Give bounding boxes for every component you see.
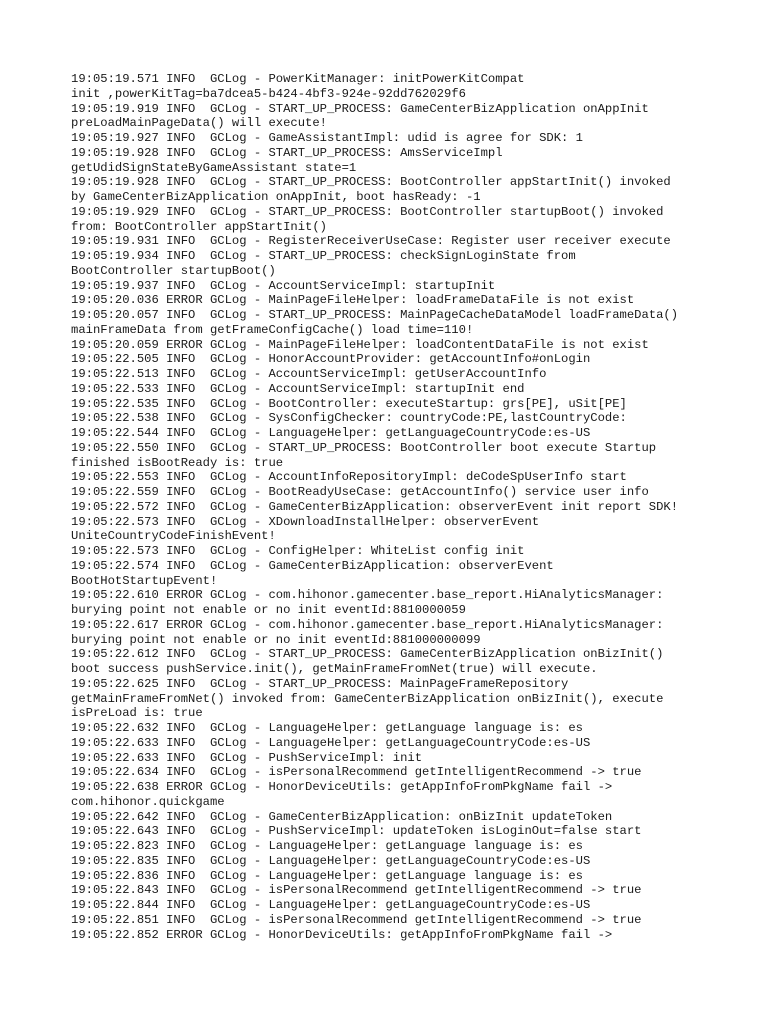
log-document (71, 72, 751, 942)
log-line: 19:05:22.643 INFO GCLog - PushServiceImpl: updateToken isLoginOut=false start (71, 824, 642, 839)
log-line: 19:05:19.931 INFO GCLog - RegisterReceiverUseCase: Register user receiver execute (71, 234, 671, 249)
log-line: 19:05:22.550 INFO GCLog - START_UP_PROCESS: BootController boot execute Startup (71, 440, 657, 455)
log-line: 19:05:19.928 INFO GCLog - START_UP_PROCESS: AmsServiceImpl (71, 145, 503, 160)
log-line: boot success pushService.init(), getMainFrameFromNet(true) will execute. (71, 662, 598, 676)
log-line: 19:05:22.823 INFO GCLog - LanguageHelper: getLanguage language is: es (71, 839, 583, 853)
log-line: mainFrameData from getFrameConfigCache() load time=110! (71, 322, 474, 337)
log-line: 19:05:22.844 INFO GCLog - LanguageHelper: getLanguageCountryCode:es-US (71, 898, 591, 912)
log-line: 19:05:22.535 INFO GCLog - BootController: executeStartup: grs[PE], uSit[PE] (71, 396, 627, 411)
log-line: 19:05:22.852 ERROR GCLog - HonorDeviceUtils: getAppInfoFromPkgName fail -> (71, 927, 613, 942)
log-line: 19:05:19.928 INFO GCLog - START_UP_PROCESS: BootController appStartInit() invoked (71, 175, 671, 190)
log-line: 19:05:19.927 INFO GCLog - GameAssistantImpl: udid is agree for SDK: 1 (71, 131, 583, 145)
log-line: 19:05:19.937 INFO GCLog - AccountServiceImpl: startupInit (71, 278, 496, 293)
log-line: burying point not enable or no init eventId:881000000099 (71, 632, 481, 647)
log-line: 19:05:19.934 INFO GCLog - START_UP_PROCESS: checkSignLoginState from (71, 249, 576, 263)
log-line: isPreLoad is: true (71, 706, 203, 721)
log-line: BootController startupBoot() (71, 263, 276, 278)
log-line: burying point not enable or no init eventId:8810000059 (71, 603, 466, 617)
log-line: com.hihonor.quickgame (71, 794, 225, 809)
log-line: finished isBootReady is: true (71, 455, 284, 470)
log-line: 19:05:22.612 INFO GCLog - START_UP_PROCESS: GameCenterBizApplication onBizInit() (71, 647, 664, 662)
log-line: 19:05:22.513 INFO GCLog - AccountServiceImpl: getUserAccountInfo (71, 367, 547, 381)
log-line: 19:05:20.036 ERROR GCLog - MainPageFileHelper: loadFrameDataFile is not exist (71, 293, 635, 308)
log-line: 19:05:22.836 INFO GCLog - LanguageHelper: getLanguage language is: es (71, 868, 583, 883)
log-line: 19:05:22.634 INFO GCLog - isPersonalRecommend getIntelligentRecommend -> true (71, 765, 642, 780)
log-line: 19:05:22.573 INFO GCLog - XDownloadInstallHelper: observerEvent (71, 514, 540, 529)
log-line: 19:05:22.553 INFO GCLog - AccountInfoRepositoryImpl: deCodeSpUserInfo start (71, 470, 627, 485)
log-line: 19:05:20.057 INFO GCLog - START_UP_PROCESS: MainPageCacheDataModel loadFrameData() (71, 308, 679, 322)
log-line: 19:05:22.574 INFO GCLog - GameCenterBizApplication: observerEvent (71, 558, 554, 573)
log-line: BootHotStartupEvent! (71, 573, 218, 588)
log-line: 19:05:22.633 INFO GCLog - PushServiceImpl: init (71, 750, 423, 765)
log-line: getUdidSignStateByGameAssistant state=1 (71, 160, 357, 175)
log-line: 19:05:22.538 INFO GCLog - SysConfigChecker: countryCode:PE,lastCountryCode: (71, 411, 627, 426)
log-line: 19:05:22.573 INFO GCLog - ConfigHelper: WhiteList config init (71, 544, 525, 558)
log-line: 19:05:22.835 INFO GCLog - LanguageHelper: getLanguageCountryCode:es-US (71, 853, 591, 868)
log-line: 19:05:22.505 INFO GCLog - HonorAccountProvider: getAccountInfo#onLogin (71, 352, 591, 367)
log-line: 19:05:22.625 INFO GCLog - START_UP_PROCESS: MainPageFrameRepository (71, 676, 569, 691)
log-line: by GameCenterBizApplication onAppInit, boot hasReady: -1 (71, 190, 481, 204)
log-line: 19:05:22.851 INFO GCLog - isPersonalRecommend getIntelligentRecommend -> true (71, 912, 642, 927)
log-line: 19:05:22.633 INFO GCLog - LanguageHelper: getLanguageCountryCode:es-US (71, 735, 591, 750)
log-line: 19:05:19.929 INFO GCLog - START_UP_PROCESS: BootController startupBoot() invoked (71, 204, 664, 219)
log-line: 19:05:19.571 INFO GCLog - PowerKitManager: initPowerKitCompat (71, 72, 525, 86)
log-line: preLoadMainPageData() will execute! (71, 116, 327, 131)
log-line: from: BootController appStartInit() (71, 219, 327, 234)
log-line: 19:05:22.642 INFO GCLog - GameCenterBizApplication: onBizInit updateToken (71, 809, 613, 824)
log-line: 19:05:22.632 INFO GCLog - LanguageHelper: getLanguage language is: es (71, 721, 583, 735)
log-line: init ,powerKitTag=ba7dcea5-b424-4bf3-924e-92dd762029f6 (71, 86, 466, 101)
log-line: 19:05:22.617 ERROR GCLog - com.hihonor.gamecenter.base_report.HiAnalyticsManager: (71, 617, 664, 632)
log-line: 19:05:22.843 INFO GCLog - isPersonalRecommend getIntelligentRecommend -> true (71, 883, 642, 898)
log-line: 19:05:22.572 INFO GCLog - GameCenterBizApplication: observerEvent init report SDK! (71, 499, 679, 514)
log-line: 19:05:22.544 INFO GCLog - LanguageHelper: getLanguageCountryCode:es-US (71, 426, 591, 440)
log-line: 19:05:22.559 INFO GCLog - BootReadyUseCase: getAccountInfo() service user info (71, 485, 649, 499)
log-line: 19:05:20.059 ERROR GCLog - MainPageFileHelper: loadContentDataFile is not exist (71, 337, 649, 352)
log-line: UniteCountryCodeFinishEvent! (71, 529, 276, 544)
log-line: 19:05:22.638 ERROR GCLog - HonorDeviceUtils: getAppInfoFromPkgName fail -> (71, 780, 613, 794)
log-line: 19:05:22.610 ERROR GCLog - com.hihonor.gamecenter.base_report.HiAnalyticsManager: (71, 588, 664, 603)
log-line: getMainFrameFromNet() invoked from: GameCenterBizApplication onBizInit(), execute (71, 691, 664, 706)
log-line: 19:05:22.533 INFO GCLog - AccountServiceImpl: startupInit end (71, 381, 525, 396)
log-line: 19:05:19.919 INFO GCLog - START_UP_PROCESS: GameCenterBizApplication onAppInit (71, 101, 649, 116)
